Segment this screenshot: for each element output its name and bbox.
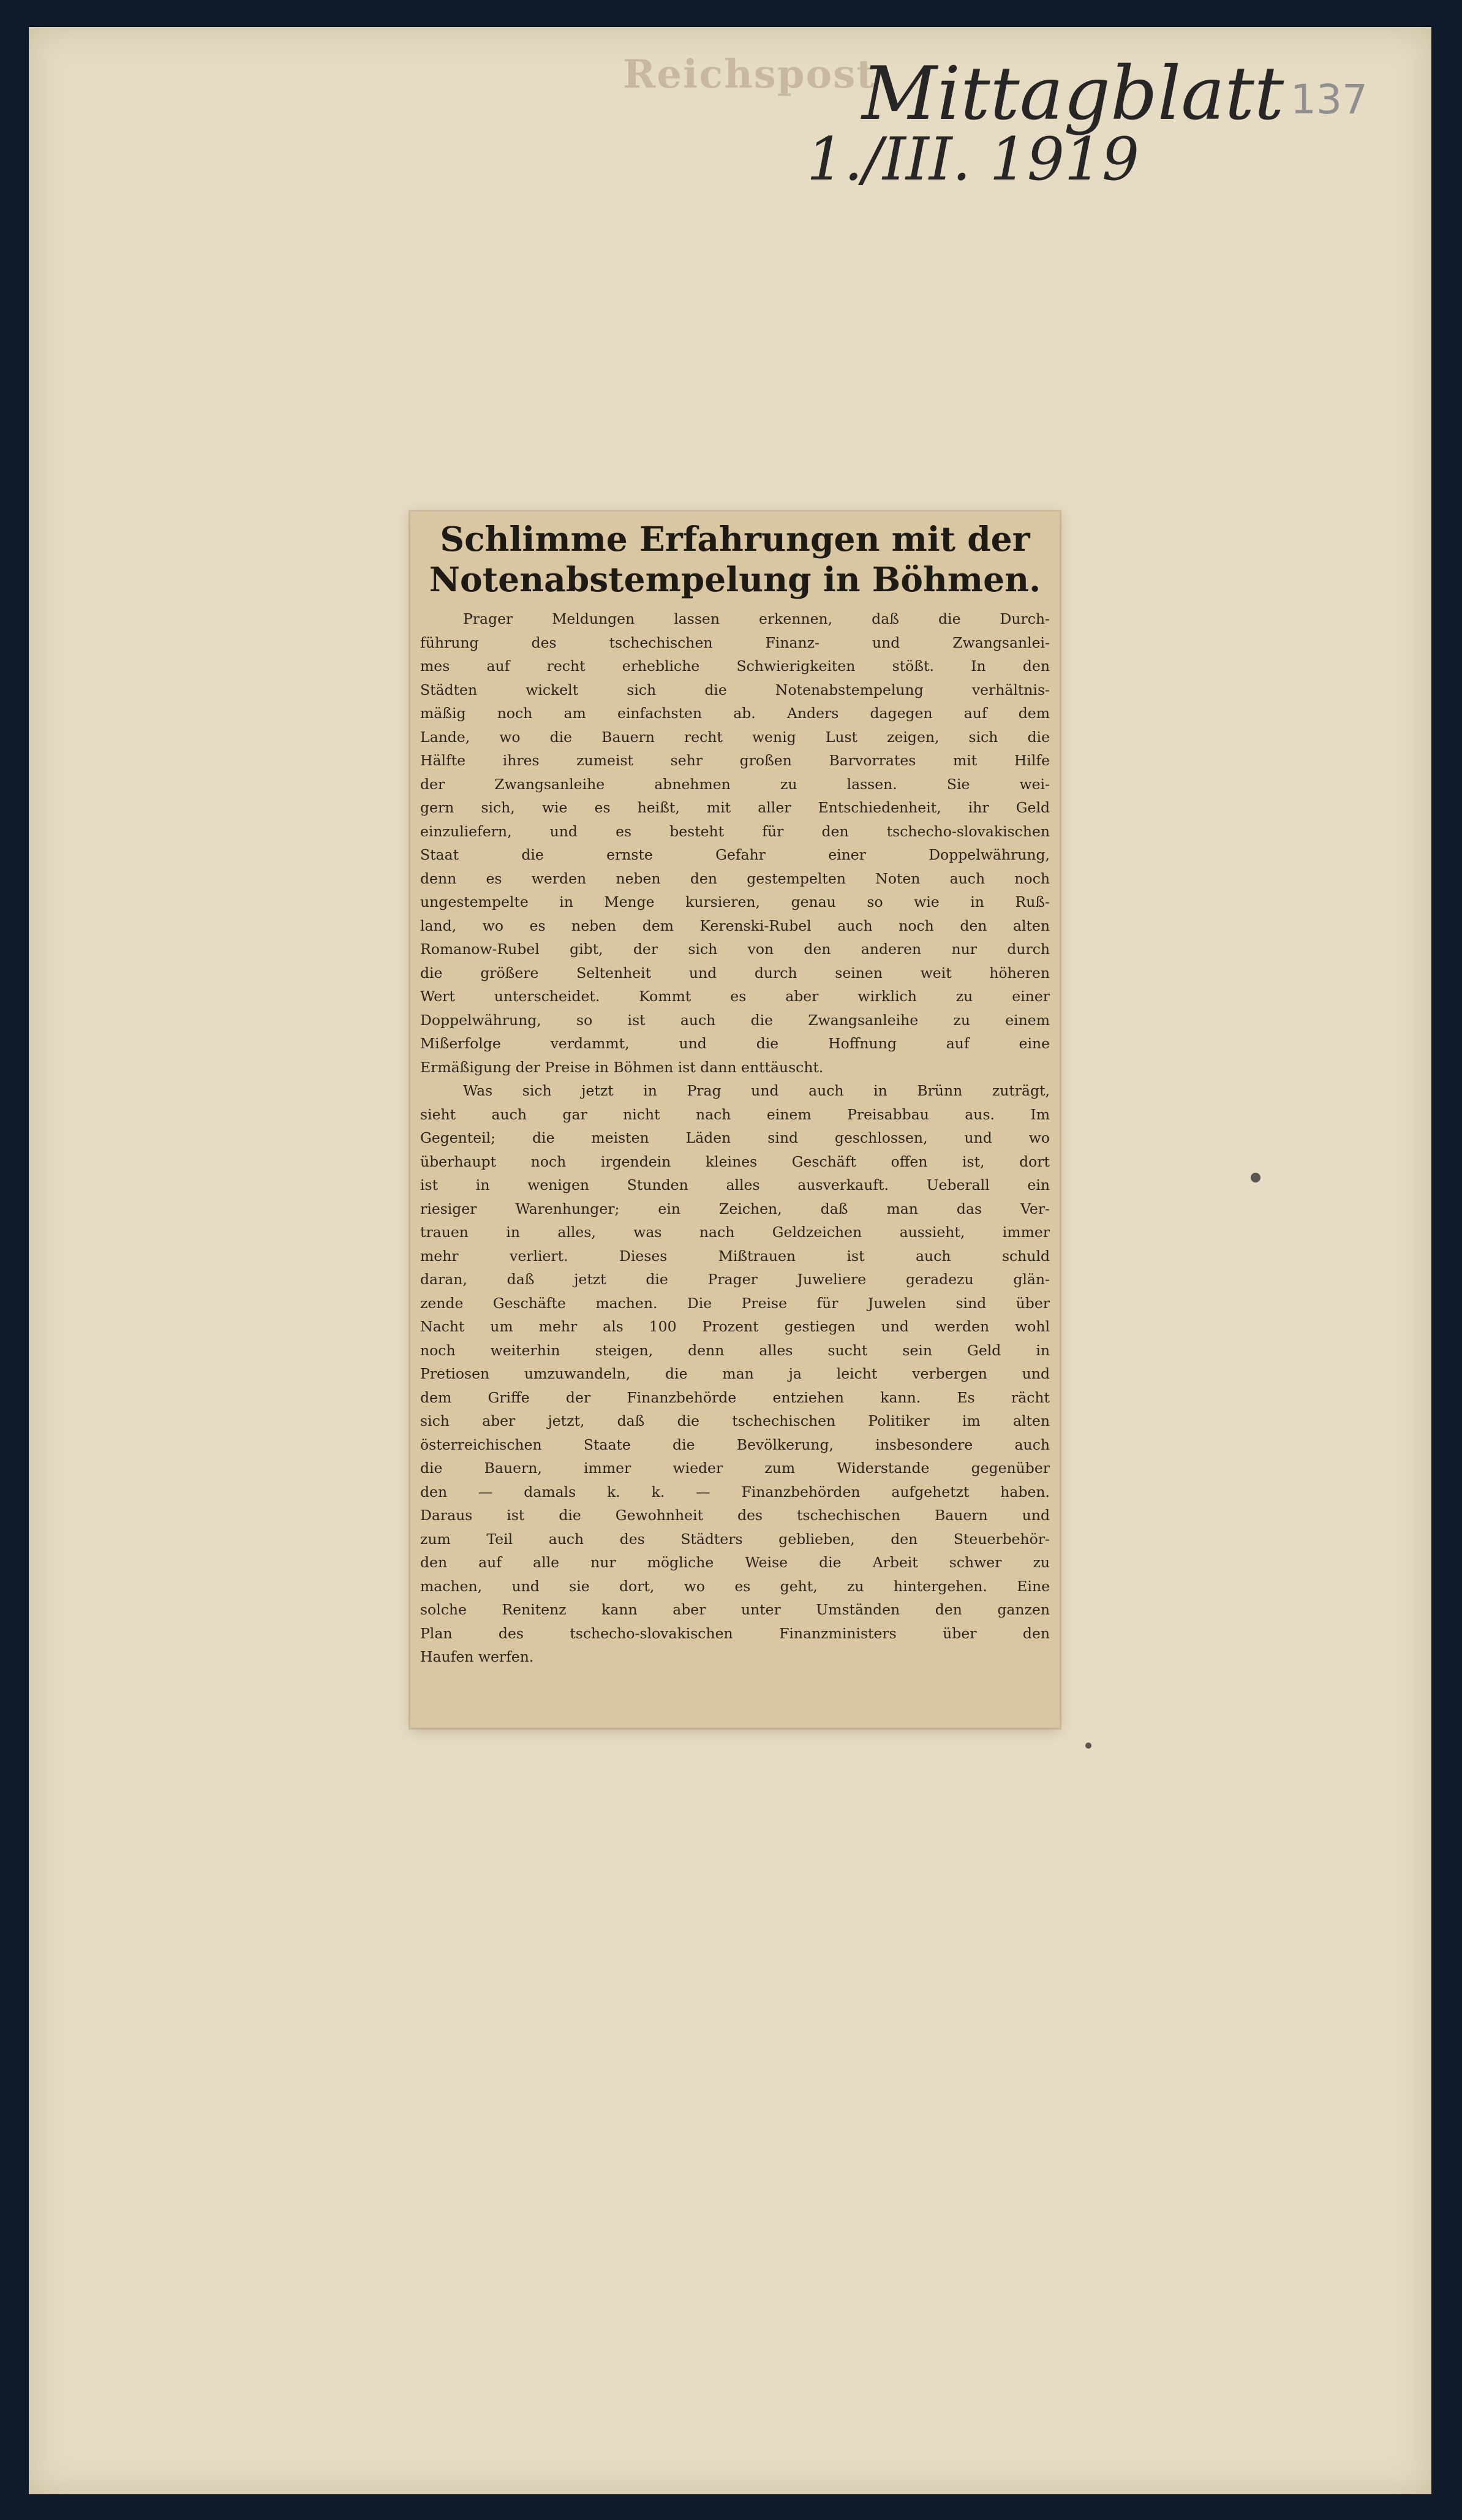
newspaper-stamp: Reichspost (623, 51, 876, 97)
article-line: sich aber jetzt, daß die tschechischen Politiker im alten (420, 1412, 1050, 1429)
article-line: Romanow-Rubel gibt, der sich von den anderen nur durch (420, 940, 1050, 958)
article-line: ungestempelte in Menge kursieren, genau so wie in Ruß- (420, 893, 1050, 910)
article-line: riesiger Warenhunger; ein Zeichen, daß man das Ver- (420, 1200, 1050, 1217)
article-line: Haufen werfen. (420, 1648, 534, 1665)
paper-spot (1251, 1173, 1260, 1182)
article-line: mehr verliert. Dieses Mißtrauen ist auch schuld (420, 1247, 1050, 1265)
article-line: trauen in alles, was nach Geldzeichen aussieht, immer (420, 1224, 1050, 1241)
article-line: land, wo es neben dem Kerenski-Rubel auch noch den alten (420, 917, 1050, 934)
article-body (420, 607, 1050, 1669)
article-line: der Zwangsanleihe abnehmen zu lassen. Sie wei- (420, 775, 1050, 793)
article-line: daran, daß jetzt die Prager Juweliere geradezu glän- (420, 1271, 1050, 1288)
article-line: die Bauern, immer wieder zum Widerstande gegenüber (420, 1459, 1050, 1477)
article-line: Lande, wo die Bauern recht wenig Lust zeigen, sich die (420, 728, 1050, 746)
headline-line: Notenabstempelung in Böhmen. (429, 559, 1041, 599)
article-line: noch weiterhin steigen, denn alles sucht sein Geld in (420, 1341, 1050, 1359)
headline-line: Schlimme Erfahrungen mit der (440, 519, 1030, 559)
article-line: Doppelwährung, so ist auch die Zwangsanleihe zu einem (420, 1011, 1050, 1029)
article-line: Städten wickelt sich die Notenabstempelung verhältnis- (420, 681, 1050, 698)
article-line: sieht auch gar nicht nach einem Preisabbau aus. Im (420, 1105, 1050, 1123)
article-line: denn es werden neben den gestempelten Noten auch noch (420, 869, 1050, 887)
article-line: Gegenteil; die meisten Läden sind geschlossen, und wo (420, 1129, 1050, 1146)
article-line: zende Geschäfte machen. Die Preise für Juwelen sind über (420, 1294, 1050, 1312)
article-headline (420, 519, 1050, 600)
article-line: Prager Meldungen lassen erkennen, daß die Durch- (463, 610, 1050, 627)
article-line: überhaupt noch irgendein kleines Geschäft offen ist, dort (420, 1152, 1050, 1170)
article-line: Was sich jetzt in Prag und auch in Brünn zuträgt, (463, 1082, 1050, 1099)
article-line: den — damals k. k. — Finanzbehörden aufgehetzt haben. (420, 1483, 1050, 1500)
article-line: mäßig noch am einfachsten ab. Anders dagegen auf dem (420, 705, 1050, 722)
article-line: Wert unterscheidet. Kommt es aber wirklich zu einer (420, 988, 1050, 1005)
article-line: den auf alle nur mögliche Weise die Arbeit schwer zu (420, 1554, 1050, 1571)
article-line: die größere Seltenheit und durch seinen weit höheren (420, 964, 1050, 982)
article-line: Nacht um mehr als 100 Prozent gestiegen und werden wohl (420, 1318, 1050, 1335)
article-line: Plan des tschecho-slovakischen Finanzministers über den (420, 1624, 1050, 1642)
article-line: Mißerfolge verdammt, und die Hoffnung auf eine (420, 1035, 1050, 1052)
newspaper-clipping (410, 512, 1060, 1728)
handwritten-title: Mittagblatt (862, 51, 1284, 137)
archive-number: 137 (1291, 76, 1368, 123)
article-line: Daraus ist die Gewohnheit des tschechischen Bauern und (420, 1507, 1050, 1524)
article-line: Pretiosen umzuwandeln, die man ja leicht verbergen und (420, 1365, 1050, 1382)
article-line: Staat die ernste Gefahr einer Doppelwährung, (420, 846, 1050, 863)
article-line: machen, und sie dort, wo es geht, zu hintergehen. Eine (420, 1577, 1050, 1595)
article-line: Ermäßigung der Preise in Böhmen ist dann enttäuscht. (420, 1058, 824, 1076)
article-line: gern sich, wie es heißt, mit aller Entschiedenheit, ihr Geld (420, 799, 1050, 816)
article-line: einzuliefern, und es besteht für den tschecho-slovakischen (420, 822, 1050, 840)
article-line: zum Teil auch des Städters geblieben, den Steuerbehör- (420, 1530, 1050, 1548)
article-line: ist in wenigen Stunden alles ausverkauft. Ueberall ein (420, 1176, 1050, 1194)
article-line: mes auf recht erhebliche Schwierigkeiten stößt. In den (420, 657, 1050, 675)
article-line: führung des tschechischen Finanz- und Zwangsanlei- (420, 634, 1050, 651)
article-line: solche Renitenz kann aber unter Umständen den ganzen (420, 1601, 1050, 1618)
article-line: Hälfte ihres zumeist sehr großen Barvorrates mit Hilfe (420, 752, 1050, 769)
handwritten-date: 1./III. 1919 (807, 125, 1140, 194)
paper-spot (1085, 1742, 1091, 1749)
article-line: dem Griffe der Finanzbehörde entziehen kann. Es rächt (420, 1388, 1050, 1406)
article-line: österreichischen Staate die Bevölkerung, insbesondere auch (420, 1436, 1050, 1453)
